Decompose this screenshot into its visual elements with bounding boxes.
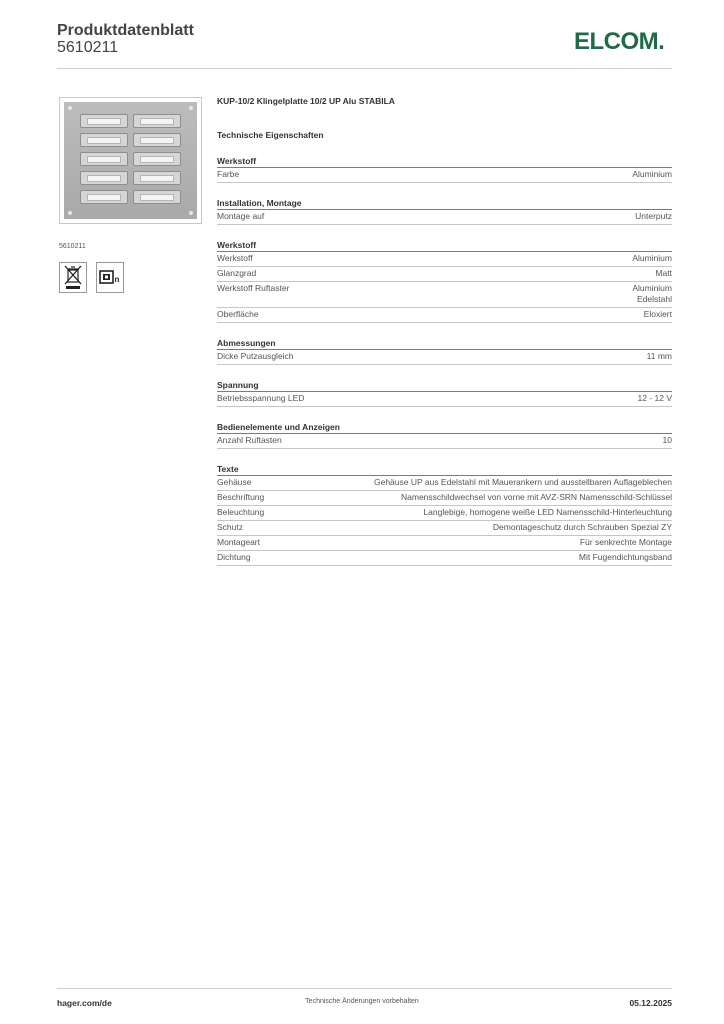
footer-date: 05.12.2025 xyxy=(629,998,672,1008)
spec-value: Demontageschutz durch Schrauben Spezial ZY xyxy=(492,522,672,532)
spec-row xyxy=(217,308,672,323)
flush-mount-icon xyxy=(96,262,124,293)
spec-group xyxy=(217,155,672,183)
spec-label: Dichtung xyxy=(217,552,251,562)
spec-value: Mit Fugendichtungsband xyxy=(578,552,672,562)
spec-value: 11 mm xyxy=(646,351,672,361)
spec-row xyxy=(217,252,672,267)
spec-label: Farbe xyxy=(217,169,240,179)
spec-value: Aluminium xyxy=(632,169,672,179)
spec-row xyxy=(217,267,672,282)
spec-row xyxy=(217,491,672,506)
bell-plate-illustration xyxy=(64,102,197,219)
image-caption: 5610211 xyxy=(59,243,86,250)
footer-divider xyxy=(57,988,672,989)
spec-row xyxy=(217,551,672,566)
spec-row xyxy=(217,210,672,225)
spec-group xyxy=(217,337,672,365)
spec-group xyxy=(217,463,672,566)
screw xyxy=(189,106,193,110)
spec-row xyxy=(217,168,672,183)
spec-row xyxy=(217,434,672,449)
spec-value: Aluminium Edelstahl xyxy=(632,283,672,304)
spec-label: Glanzgrad xyxy=(217,268,257,278)
group-title: Abmessungen xyxy=(217,337,672,350)
screw xyxy=(68,106,72,110)
spec-label: Dicke Putzausgleich xyxy=(217,351,294,361)
flush-icon-letter: n xyxy=(114,275,120,284)
spec-group xyxy=(217,421,672,449)
bell-button xyxy=(133,133,181,147)
spec-value: Namensschildwechsel von vorne mit AVZ-SRN Namensschild-Schlüssel xyxy=(401,492,672,502)
footer-disclaimer: Technische Änderungen vorbehalten xyxy=(305,998,419,1005)
spec-groups xyxy=(217,155,672,566)
spec-value: Eloxiert xyxy=(643,309,672,319)
spec-value: 12 - 12 V xyxy=(637,393,672,403)
product-name: KUP-10/2 Klingelplatte 10/2 UP Alu STABILA xyxy=(217,96,395,106)
spec-row xyxy=(217,521,672,536)
bell-button xyxy=(133,114,181,128)
group-title: Werkstoff xyxy=(217,155,672,168)
spec-value: 10 xyxy=(662,435,672,445)
spec-label: Oberfläche xyxy=(217,309,259,319)
spec-row xyxy=(217,476,672,491)
spec-label: Montageart xyxy=(217,537,260,547)
spec-label: Beleuchtung xyxy=(217,507,265,517)
group-title: Spannung xyxy=(217,379,672,392)
spec-value: Unterputz xyxy=(635,211,672,221)
spec-group xyxy=(217,239,672,323)
spec-value: Matt xyxy=(655,268,672,278)
bell-button xyxy=(133,171,181,185)
spec-label: Montage auf xyxy=(217,211,265,221)
section-heading: Technische Eigenschaften xyxy=(217,130,324,140)
spec-sheet xyxy=(217,95,672,566)
bell-button xyxy=(80,133,128,147)
weee-crossed-bin-icon xyxy=(59,262,87,293)
spec-row xyxy=(217,506,672,521)
spec-row xyxy=(217,350,672,365)
spec-label: Schutz xyxy=(217,522,243,532)
product-image xyxy=(59,97,202,224)
spec-value: Aluminium xyxy=(632,253,672,263)
bell-button xyxy=(133,190,181,204)
brand-logo: ELCOM. xyxy=(574,28,665,55)
spec-label: Betriebsspannung LED xyxy=(217,393,305,403)
spec-row xyxy=(217,536,672,551)
spec-row xyxy=(217,282,672,308)
spec-label: Werkstoff xyxy=(217,253,253,263)
screw xyxy=(68,211,72,215)
group-title: Installation, Montage xyxy=(217,197,672,210)
spec-value: Langlebige, homogene weiße LED Namensschild-Hinterleuchtung xyxy=(423,507,672,517)
spec-label: Gehäuse xyxy=(217,477,252,487)
spec-label: Beschriftung xyxy=(217,492,265,502)
bell-button xyxy=(133,152,181,166)
spec-value: Für senkrechte Montage xyxy=(579,537,672,547)
bell-button xyxy=(80,171,128,185)
spec-value: Gehäuse UP aus Edelstahl mit Mauerankern und ausstellbaren Auflageblechen xyxy=(373,477,672,487)
group-title: Texte xyxy=(217,463,672,476)
bell-button xyxy=(80,114,128,128)
spec-group xyxy=(217,379,672,407)
header-divider xyxy=(57,68,672,69)
footer-website: hager.com/de xyxy=(57,998,112,1008)
spec-label: Anzahl Ruftasten xyxy=(217,435,282,445)
bell-button xyxy=(80,190,128,204)
spec-label: Werkstoff Ruftaster xyxy=(217,283,290,293)
bell-button xyxy=(80,152,128,166)
group-title: Bedienelemente und Anzeigen xyxy=(217,421,672,434)
product-number: 5610211 xyxy=(57,39,119,56)
group-title: Werkstoff xyxy=(217,239,672,252)
spec-group xyxy=(217,197,672,225)
spec-row xyxy=(217,392,672,407)
screw xyxy=(189,211,193,215)
page-title: Produktdatenblatt xyxy=(57,22,194,39)
